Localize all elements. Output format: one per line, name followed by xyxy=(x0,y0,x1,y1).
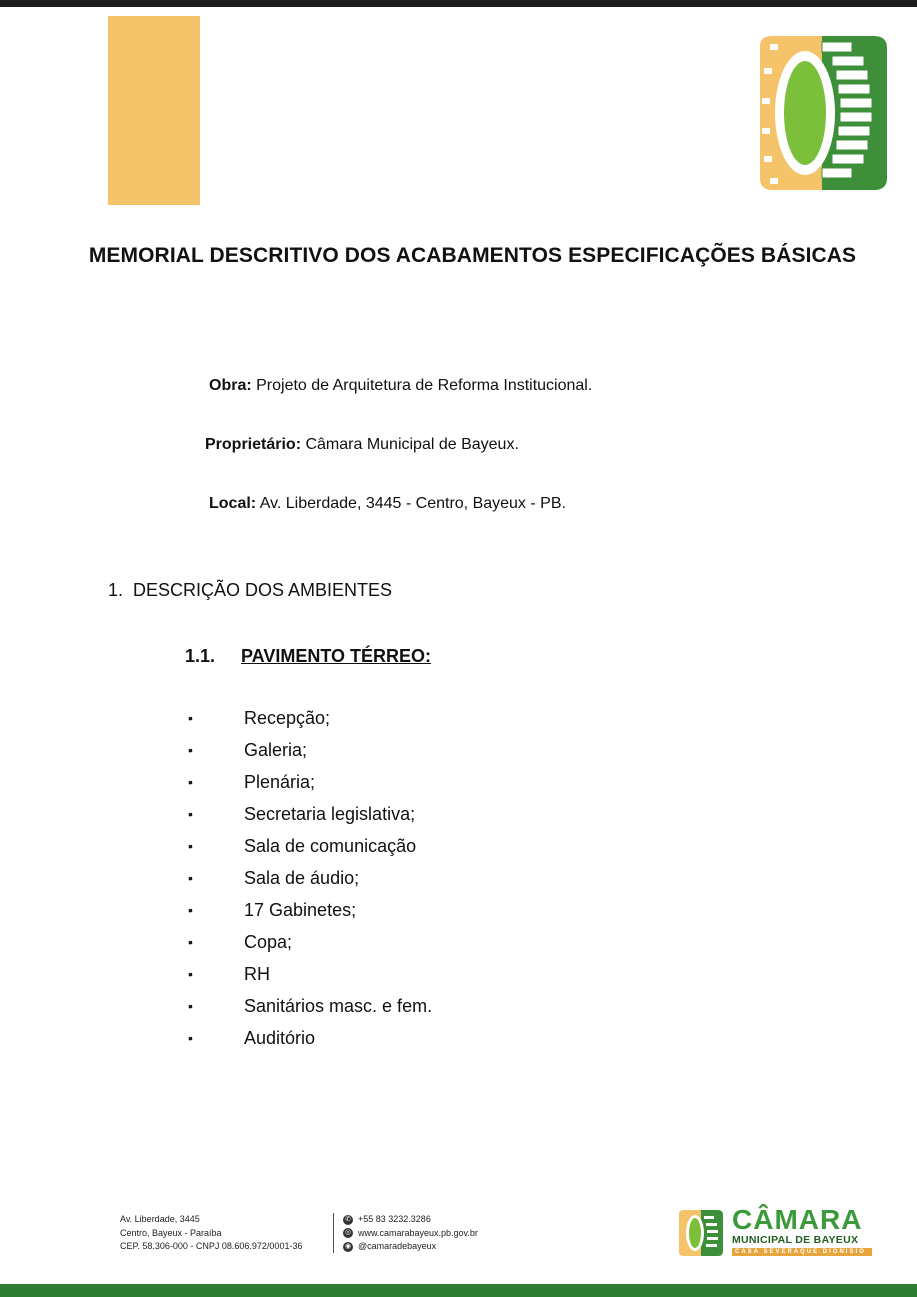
list-item xyxy=(0,1025,917,1057)
contact-website[interactable] xyxy=(343,1227,478,1241)
footer-address xyxy=(120,1213,302,1254)
address-line: Centro, Bayeux - Paraíba xyxy=(120,1227,222,1238)
list-item xyxy=(0,929,917,961)
list-item-text: Sala de áudio; xyxy=(244,868,360,888)
brand-tagline: CASA SEVERAQUE DIONISIO xyxy=(732,1248,872,1256)
list-item-text: RH xyxy=(244,964,270,984)
bullet-icon: • xyxy=(188,1030,193,1046)
brand-subtitle: MUNICIPAL DE BAYEUX xyxy=(732,1234,859,1246)
bullet-icon: • xyxy=(188,870,193,886)
list-item-text: Sala de comunicação xyxy=(244,836,417,856)
list-item-text: Secretaria legislativa; xyxy=(244,804,416,824)
contact-social[interactable] xyxy=(343,1240,478,1254)
info-proprietario xyxy=(205,436,519,454)
bullet-icon: • xyxy=(188,710,193,726)
subsection-title: PAVIMENTO TÉRREO: xyxy=(241,646,432,666)
website-link[interactable]: www.camarabayeux.pb.gov.br xyxy=(358,1227,478,1238)
instagram-icon: ◉ xyxy=(344,1242,352,1250)
globe-icon: ◎ xyxy=(344,1229,352,1237)
document-title: MEMORIAL DESCRITIVO DOS ACABAMENTOS ESPECIFICAÇÕES BÁSICAS xyxy=(88,244,857,267)
camara-footer-emblem-icon xyxy=(676,1208,726,1258)
bullet-icon: • xyxy=(188,934,193,950)
list-item xyxy=(0,961,917,993)
bullet-icon: • xyxy=(188,966,193,982)
info-local xyxy=(209,495,566,513)
address-line: Av. Liberdade, 3445 xyxy=(120,1214,200,1224)
subsection-heading xyxy=(185,646,431,667)
local-label: Local: xyxy=(209,495,257,512)
phone-text: +55 83 3232.3286 xyxy=(358,1214,431,1224)
list-item-text: Galeria; xyxy=(244,740,308,760)
list-item-text: Recepção; xyxy=(244,708,331,728)
whatsapp-icon: ✆ xyxy=(343,1215,353,1225)
list-item-text: 17 Gabinetes; xyxy=(244,900,357,920)
footer-contacts xyxy=(343,1213,478,1254)
list-item xyxy=(0,865,917,897)
yellow-decor-block xyxy=(108,16,200,205)
bullet-icon: • xyxy=(188,902,193,918)
top-border xyxy=(0,0,917,7)
bullet-icon: • xyxy=(188,838,193,854)
footer-divider xyxy=(333,1213,334,1253)
list-item xyxy=(0,705,917,737)
list-item xyxy=(0,801,917,833)
bullet-icon: • xyxy=(188,998,193,1014)
list-item xyxy=(0,769,917,801)
subsection-number: 1.1. xyxy=(185,646,216,666)
bottom-border xyxy=(0,1284,917,1297)
list-item xyxy=(0,897,917,929)
section-heading: 1. DESCRIÇÃO DOS AMBIENTES xyxy=(108,580,393,600)
camara-logo-emblem xyxy=(750,28,895,198)
social-handle[interactable]: @camaradebayeux xyxy=(358,1241,437,1251)
list-item-text: Copa; xyxy=(244,932,293,952)
bullet-icon: • xyxy=(188,806,193,822)
list-item xyxy=(0,833,917,865)
brand-name: CÂMARA xyxy=(732,1204,863,1235)
list-item xyxy=(0,993,917,1025)
obra-label: Obra: xyxy=(209,377,252,394)
bullet-icon: • xyxy=(188,774,193,790)
obra-value: Projeto de Arquitetura de Reforma Institucional. xyxy=(251,377,593,394)
footer-brand xyxy=(732,1206,872,1256)
local-value: Av. Liberdade, 3445 - Centro, Bayeux - PB. xyxy=(256,495,566,512)
proprietario-label: Proprietário: xyxy=(205,436,302,453)
list-item-text: Sanitários masc. e fem. xyxy=(244,996,433,1016)
list-item-text: Plenária; xyxy=(244,772,316,792)
list-item xyxy=(0,737,917,769)
bullet-icon: • xyxy=(188,742,193,758)
proprietario-value: Câmara Municipal de Bayeux. xyxy=(301,436,519,453)
info-obra xyxy=(209,377,592,395)
contact-phone xyxy=(343,1213,478,1227)
list-item-text: Auditório xyxy=(244,1028,316,1048)
address-line: CEP. 58.306-000 - CNPJ 08.606.972/0001-36 xyxy=(120,1241,303,1251)
